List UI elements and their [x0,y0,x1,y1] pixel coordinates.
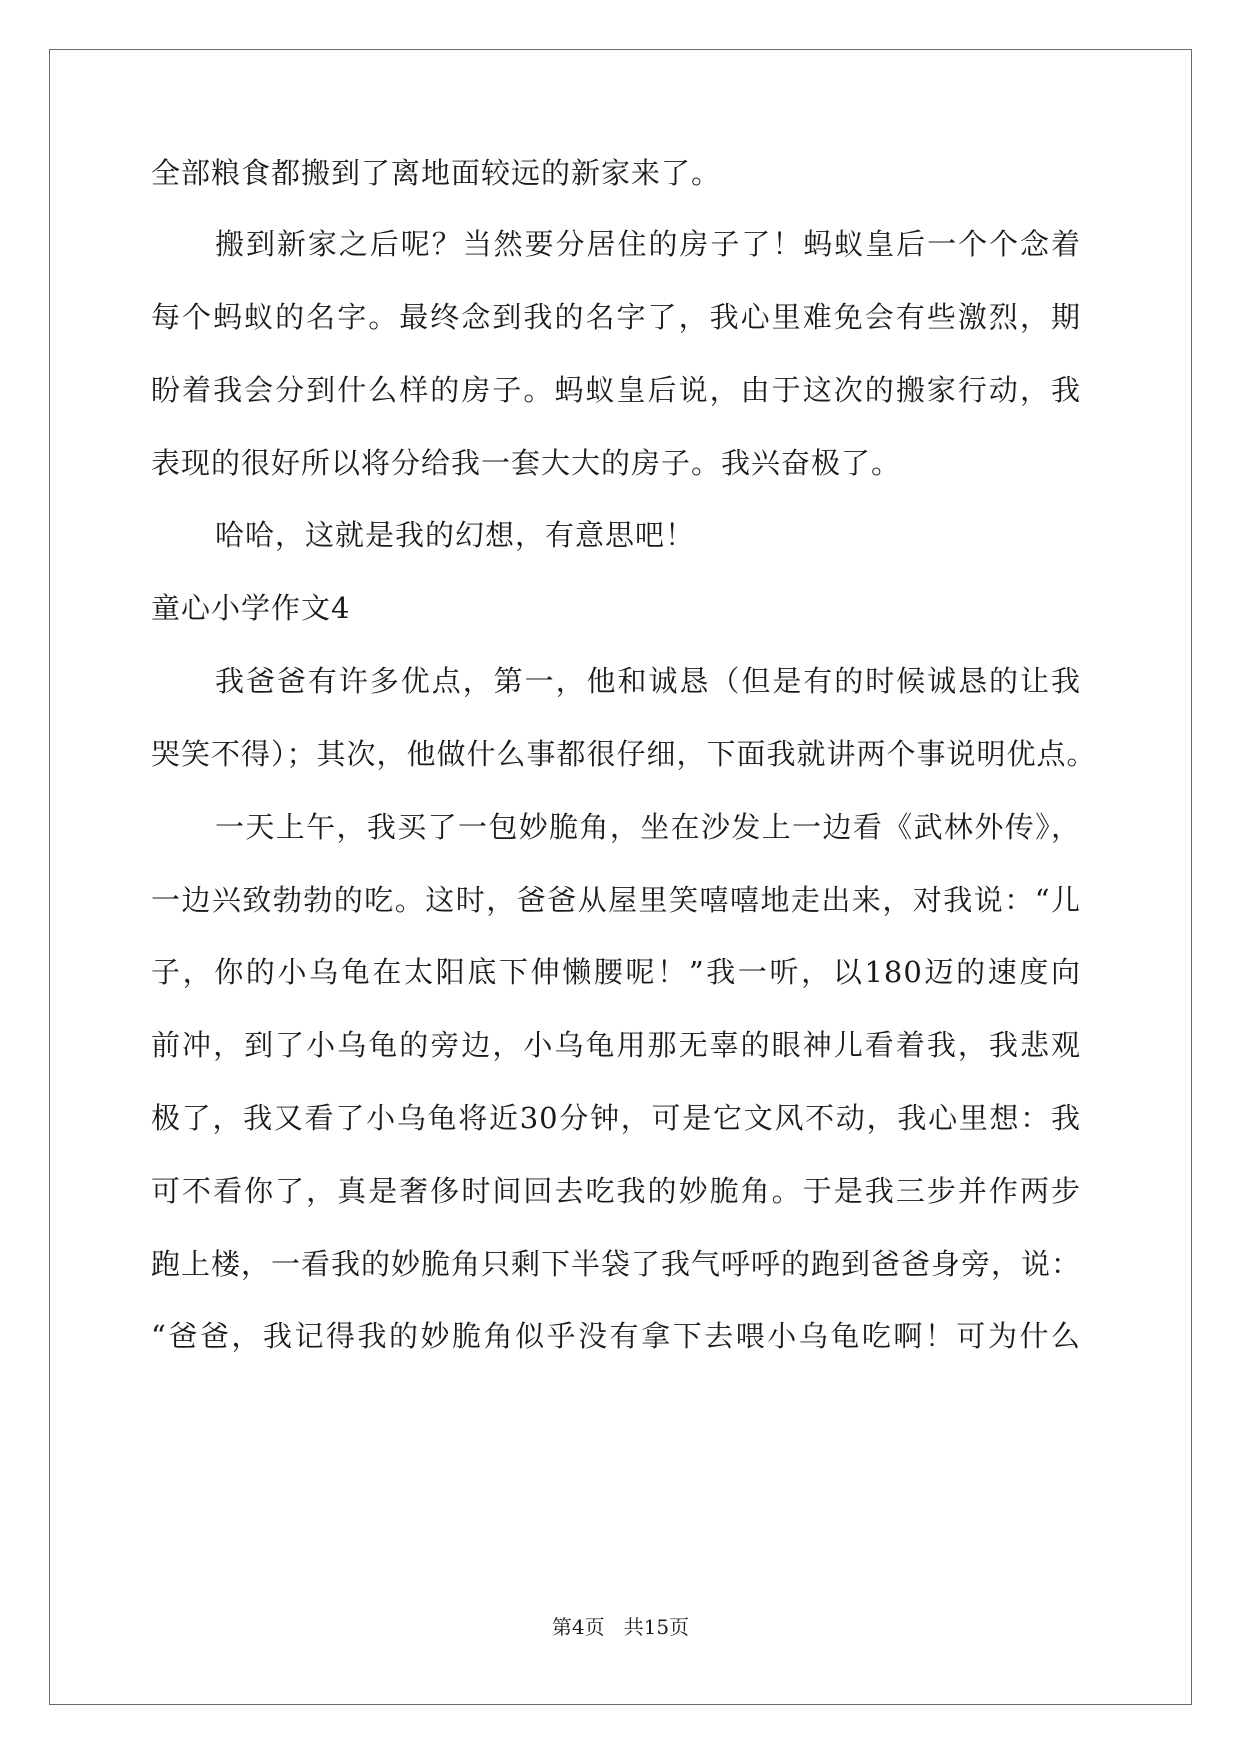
text-line: 哭笑不得）；其次，他做什么事都很仔细，下面我就讲两个事说明优点。 [151,737,1097,771]
text-line: 一天上午，我买了一包妙脆角，坐在沙发上一边看《武林外传》， [215,810,1081,844]
text-line: 跑上楼，一看我的妙脆角只剩下半袋了我气呼呼的跑到爸爸身旁，说： [151,1247,1082,1281]
text-line: 一边兴致勃勃的吃。这时，爸爸从屋里笑嘻嘻地走出来，对我说：“儿 [151,883,1081,917]
page-footer: 第4页 共15页 [551,1615,690,1639]
text-line: 我爸爸有许多优点，第一，他和诚恳（但是有的时候诚恳的让我 [215,664,1081,698]
text-line: “爸爸，我记得我的妙脆角似乎没有拿下去喂小乌龟吃啊！可为什么 [151,1319,1081,1353]
text-line: 极了，我又看了小乌龟将近30分钟，可是它文风不动，我心里想：我 [151,1101,1081,1135]
text-line: 可不看你了，真是奢侈时间回去吃我的妙脆角。于是我三步并作两步 [151,1174,1081,1208]
text-line: 子，你的小乌龟在太阳底下伸懒腰呢！”我一听，以180迈的速度向 [151,955,1081,989]
text-line: 盼着我会分到什么样的房子。蚂蚁皇后说，由于这次的搬家行动，我 [151,373,1081,407]
text-line: 每个蚂蚁的名字。最终念到我的名字了，我心里难免会有些激烈，期 [151,300,1081,334]
text-line: 表现的很好所以将分给我一套大大的房子。我兴奋极了。 [151,446,902,480]
text-line: 哈哈，这就是我的幻想，有意思吧！ [215,518,696,552]
text-line: 全部粮食都搬到了离地面较远的新家来了。 [151,156,722,190]
text-line: 搬到新家之后呢？当然要分居住的房子了！蚂蚁皇后一个个念着 [215,227,1081,261]
section-heading: 童心小学作文4 [151,591,351,625]
text-line: 前冲，到了小乌龟的旁边，小乌龟用那无辜的眼神儿看着我，我悲观 [151,1028,1081,1062]
